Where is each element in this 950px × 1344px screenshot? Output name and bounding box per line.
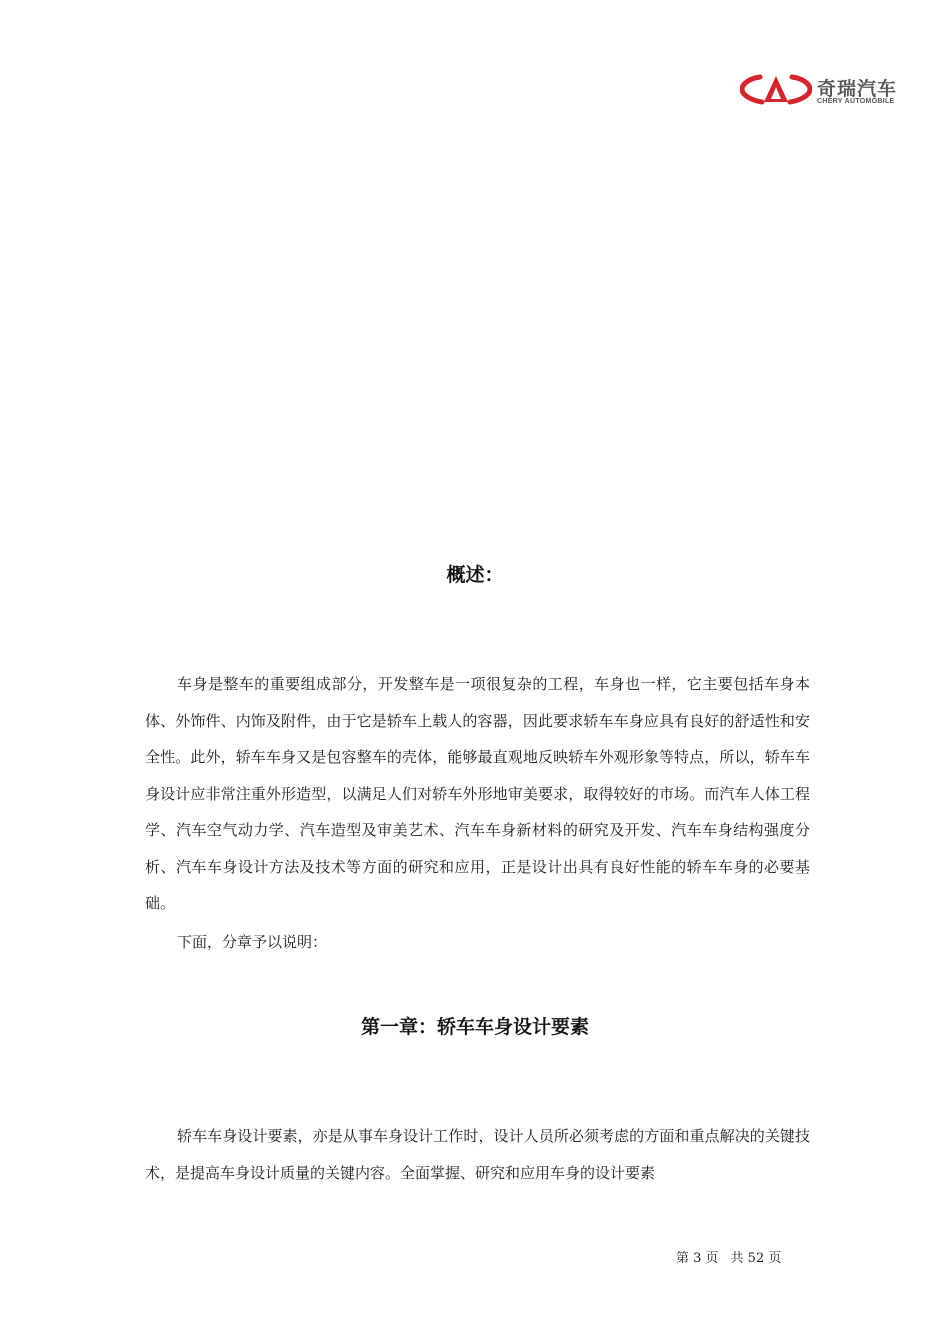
overview-paragraph: 车身是整车的重要组成部分，开发整车是一项很复杂的工程，车身也一样，它主要包括车身本体、外饰件、内饰及附件，由于它是轿车上载人的容器，因此要求轿车车身应具有良好的舒适性和安全性。此外，轿车车身又是包容整车的壳体，能够最直观地反映轿车外观形象等特点，所以，轿车车身设计应非常注重外形造型，以满足人们对轿车外形地审美要求，取得较好的市场。而汽车人体工程学、汽车空气动力学、汽车造型及审美艺术、汽车车身新材料的研究及开发、汽车车身结构强度分析、汽车车身设计方法及技术等方面的研究和应用，正是设计出具有良好性能的轿车车身的必要基础。 (145, 675, 810, 912)
overview-heading: 概述： (446, 564, 504, 586)
chapter-1-heading: 第一章：轿车车身设计要素 (360, 1016, 589, 1038)
chery-emblem-icon (740, 72, 812, 106)
page-footer (676, 1247, 793, 1266)
overview-note: 下面，分章予以说明： (177, 933, 328, 951)
page-number: 第 3 页 (676, 1251, 719, 1266)
logo-english-text: CHERY AUTOMOBILE (817, 98, 895, 105)
logo-chinese-text: 奇瑞汽车 (817, 78, 898, 100)
chapter-1-paragraph: 轿车车身设计要素，亦是从事车身设计工作时，设计人员所必须考虑的方面和重点解决的关键技术，是提高车身设计质量的关键内容。全面掌握、研究和应用车身的设计要素 (145, 1127, 810, 1182)
page-total: 共 52 页 (730, 1251, 782, 1266)
chery-logo (740, 70, 900, 110)
